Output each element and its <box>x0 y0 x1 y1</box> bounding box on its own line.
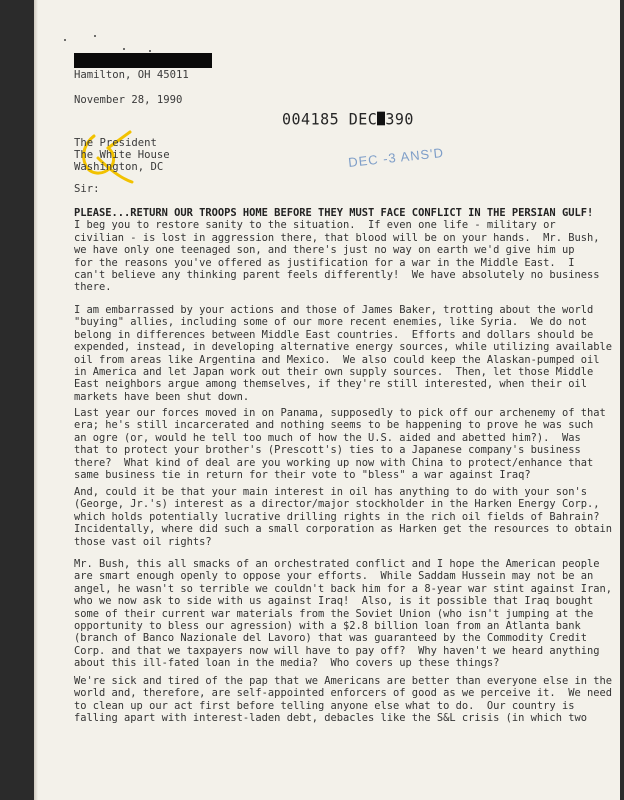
text-line: which holds potentially lucrative drilling rights in the rich oil fields of Bahrain? <box>74 510 600 523</box>
text-line: to clean up our act first before telling anyone else what to do. Our country is <box>74 699 575 712</box>
text-line: an ogre (or, would he tell too much of how the U.S. aided and abetted him?). Was <box>74 431 581 444</box>
text-line: And, could it be that your main interest in oil has anything to do with your son's <box>74 486 587 498</box>
text-line: (George, Jr.'s) interest as a director/major stockholder in the Harken Energy Corp., <box>74 498 600 511</box>
sender-address: Hamilton, OH 45011 <box>74 69 189 81</box>
text-line: (branch of Banco Nazionale del Lavoro) that was guaranteed by the Commodity Credit <box>74 632 587 645</box>
text-line: about this ill-fated loan in the media? Who covers up these things? <box>74 657 500 670</box>
text-line: belong in differences between Middle East countries. Efforts and dollars should be <box>74 328 594 341</box>
text-line: falling apart with interest-laden debt, debacles like the S&L crisis (in which two <box>74 712 587 725</box>
text-line: some of their current war materials from the Soviet Union (who isn't jumping at the <box>74 607 594 620</box>
text-line: those vast oil rights? <box>74 535 212 548</box>
text-line: opportunity to bless our agression) with a $2.8 billion loan from an Atlanta bank <box>74 620 581 633</box>
paragraph-4 <box>74 486 612 548</box>
paragraph-3 <box>74 407 606 482</box>
stamp-suffix: 390 <box>385 109 414 129</box>
text-line: are smart enough openly to oppose your efforts. While Saddam Hussein may not be an <box>74 570 594 583</box>
received-stamp: DEC -3 ANS'D <box>347 145 445 170</box>
text-line: Corp. and that we taxpayers now will have to pay off? Why haven't we heard anything <box>74 644 600 657</box>
text-line: Last year our forces moved in on Panama, supposedly to pick off our archenemy of that <box>74 407 606 419</box>
text-line: I beg you to restore sanity to the situation. If even one life - military or <box>74 219 556 232</box>
text-line: I am embarrassed by your actions and those of James Baker, trotting about the world <box>74 304 594 316</box>
text-line: civilian - is lost in aggression there, that blood will be on your hands. Mr. Bush, <box>74 231 600 244</box>
letter-date: November 28, 1990 <box>74 94 183 106</box>
speck <box>64 39 66 41</box>
text-line: Mr. Bush, this all smacks of an orchestrated conflict and I hope the American people <box>74 558 600 570</box>
text-line: angel, he wasn't so terrible we couldn't back him for a 8-year war stint against Iran, <box>74 582 612 595</box>
text-line: "buying" allies, including some of our more recent enemies, like Syria. We do not <box>74 316 587 329</box>
text-line: oil from areas like Argentina and Mexico. We also could keep the Alaskan-pumped oil <box>74 353 600 366</box>
stamp-number: 004185 DEC <box>282 109 378 129</box>
paragraph-1 <box>74 207 600 294</box>
text-line: in America and let Japan work out their own supply sources. Then, let those Middle <box>74 366 594 379</box>
addressee-line-3: Washington, DC <box>74 161 164 173</box>
text-line: expended, instead, in developing alternative energy sources, while utilizing available <box>74 341 612 354</box>
text-line: era; he's still incarcerated and nothing seems to be happening to prove he was such <box>74 419 594 432</box>
page-edge <box>34 0 38 800</box>
text-line: East neighbors argue among themselves, if they're still interested, when their oil <box>74 378 587 391</box>
text-line: can't believe any thinking parent feels differently! We have absolutely no business <box>74 269 600 282</box>
speck <box>149 50 151 52</box>
text-line: we have only one teenaged son, and there's just no way on earth we'd give him up <box>74 244 575 257</box>
paragraph-6 <box>74 675 612 725</box>
speck <box>94 35 96 37</box>
text-line: that to protect your brother's (Prescott's) ties to a Japanese company's business <box>74 444 581 457</box>
paragraph-5 <box>74 558 612 670</box>
text-line: same business tie in return for their vote to "bless" a war against Iraq? <box>74 469 531 482</box>
text-line: for the reasons you've offered as justification for a war in the Middle East. I <box>74 256 575 269</box>
text-line: markets have been shut down. <box>74 390 250 403</box>
text-line: there. <box>74 281 112 294</box>
text-line: Incidentally, where did such a small corporation as Harken get the resources to obtain <box>74 523 612 536</box>
letter-heading: PLEASE...RETURN OUR TROOPS HOME BEFORE THEY MUST FACE CONFLICT IN THE PERSIAN GULF! <box>74 207 594 219</box>
addressee-line-2: The White House <box>74 149 170 161</box>
speck <box>123 48 125 50</box>
text-line: there? What kind of deal are you working up now with China to protect/enhance that <box>74 456 594 469</box>
control-number-stamp <box>282 110 414 129</box>
text-line: world and, therefore, are self-appointed enforcers of good as we perceive it. We need <box>74 687 612 700</box>
text-line: We're sick and tired of the pap that we Americans are better than everyone else in the <box>74 675 612 687</box>
addressee-line-1: The President <box>74 137 157 149</box>
paragraph-2 <box>74 304 612 403</box>
salutation: Sir: <box>74 183 100 195</box>
text-line: who we now ask to side with us against Iraq! Also, is it possible that Iraq bought <box>74 595 594 608</box>
redaction-bar <box>74 53 212 68</box>
